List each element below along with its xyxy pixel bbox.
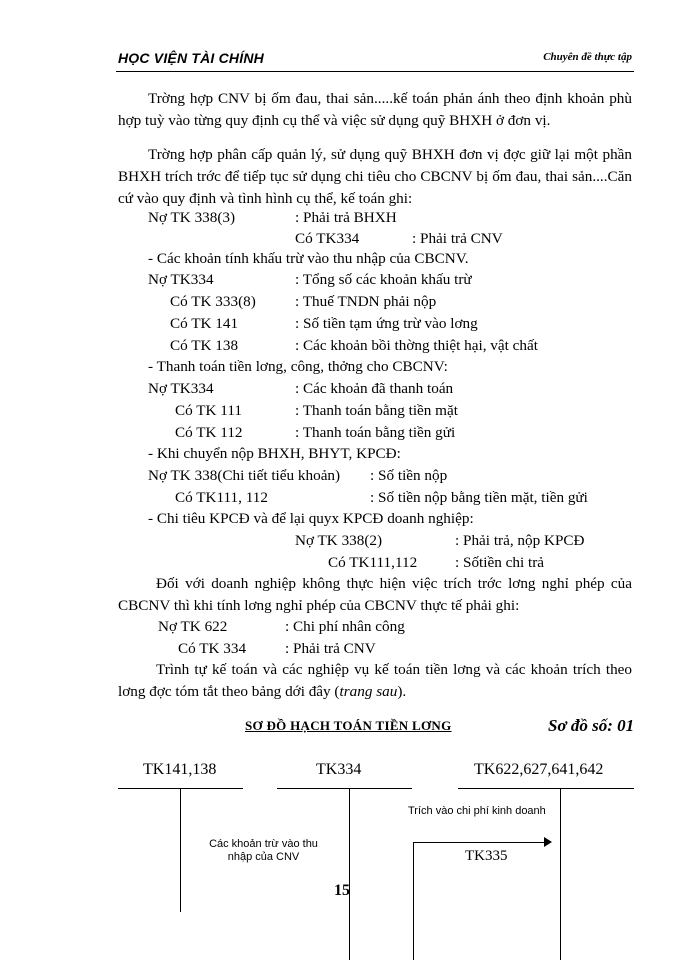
entry5-debit-desc: : Phải trả, nộp KPCĐ (455, 532, 585, 549)
t-account-mid-stem (349, 788, 350, 960)
entry2-credit-desc: : Số tiền tạm ứng trừ vào lơng (295, 315, 478, 332)
entry5-debit-account: Nợ TK 338(2) (295, 532, 383, 549)
entry4-credit-desc: : Số tiền nộp bằng tiền mặt, tiền gửi (370, 489, 588, 506)
header-rule (116, 71, 634, 72)
section-kpcd: - Chi tiêu KPCĐ và để lại quyx KPCĐ doanh nghiệp: (148, 510, 474, 527)
paragraph-4-italic: trang sau (339, 683, 398, 700)
entry2-credit-account: Có TK 141 (170, 315, 239, 332)
tk335-stem (413, 842, 414, 960)
paragraph-1-text: Trờng hợp CNV bị ốm đau, thai sản.....kế toán phản ánh theo định khoản phù hợp tuỳ vào từng quy định cụ thể và việc sử dụng quỹ BHXH ở đơn vị. (118, 90, 632, 129)
entry3-credit-desc: : Thanh toán bằng tiền gửi (295, 424, 456, 441)
entry2-debit-desc: : Tổng số các khoản khấu trừ (295, 271, 472, 288)
paragraph-2 (118, 144, 632, 210)
paragraph-4-text: Trình tự kế toán và các nghiệp vụ kế toán tiền lơng và các khoản trích theo lơng đợc tóm tắt theo bảng dới đây ( (118, 661, 632, 700)
entry2-credit-desc: : Thuế TNDN phải nộp (295, 293, 437, 310)
account-tk335: TK335 (465, 848, 508, 864)
paragraph-2-text: Trờng hợp phân cấp quản lý, sử dụng quỹ BHXH đơn vị đợc giữ lại một phần BHXH trích trớc để tiếp tục sử dụng chi tiêu cho CBCNV bị ốm đau, thai sản....Căn cứ vào quy định và tình hình cụ thể, kế toán ghi: (118, 146, 632, 207)
entry1-credit-account: Có TK334 (295, 230, 360, 247)
entry1-debit-account: Nợ TK 338(3) (148, 209, 236, 226)
page-number: 15 (334, 882, 350, 899)
entry3-debit-account: Nợ TK334 (148, 380, 214, 397)
section-deductions: - Các khoản tính khấu trừ vào thu nhập của CBCNV. (148, 250, 469, 267)
entry4-debit-desc: : Số tiền nộp (370, 467, 448, 484)
header-doc-type: Chuyên đề thực tập (543, 51, 632, 63)
paragraph-4 (118, 659, 632, 703)
entry6-debit-desc: : Chi phí nhân công (285, 618, 405, 635)
entry4-debit-account: Nợ TK 338(Chi tiết tiểu khoản) (148, 467, 341, 484)
entry6-credit-account: Có TK 334 (178, 640, 247, 657)
t-account-mid-top (277, 788, 412, 789)
entry2-credit-account: Có TK 333(8) (170, 293, 256, 310)
account-tk141-138: TK141,138 (143, 761, 217, 778)
paragraph-3-text: Đối với doanh nghiệp không thực hiện việc trích trớc lơng nghỉ phép của CBCNV thì khi tính lơng nghỉ phép của CBCNV thực tế phải ghi: (118, 575, 632, 614)
entry5-credit-account: Có TK111,112 (328, 554, 418, 571)
entry1-credit-desc: : Phải trả CNV (412, 230, 503, 247)
account-tk622-627-641-642: TK622,627,641,642 (474, 761, 604, 778)
diagram-number: Sơ đồ số: 01 (548, 716, 635, 735)
t-account-right-stem (560, 788, 561, 960)
account-tk334: TK334 (316, 761, 362, 778)
arrow-head-icon (544, 837, 552, 847)
entry3-debit-desc: : Các khoản đã thanh toán (295, 380, 454, 397)
t-account-left-stem (180, 788, 181, 912)
entry6-credit-desc: : Phải trả CNV (285, 640, 376, 657)
paragraph-3 (118, 573, 632, 617)
t-account-right-top (458, 788, 634, 789)
diagram-title: SƠ ĐỒ HẠCH TOÁN TIỀN LƠNG (245, 718, 452, 733)
entry6-debit-account: Nợ TK 622 (158, 618, 228, 635)
note-deductions: Các khoản trừ vào thu nhập của CNV (209, 838, 318, 863)
header-institution: HỌC VIỆN TÀI CHÍNH (118, 50, 264, 66)
section-payments: - Thanh toán tiền lơng, công, thởng cho CBCNV: (148, 358, 448, 375)
entry3-credit-desc: : Thanh toán bằng tiền mặt (295, 402, 458, 419)
entry3-credit-account: Có TK 112 (175, 424, 243, 441)
entry3-credit-account: Có TK 111 (175, 402, 242, 419)
section-transfers: - Khi chuyển nộp BHXH, BHYT, KPCĐ: (148, 445, 401, 462)
entry4-credit-account: Có TK111, 112 (175, 489, 268, 506)
entry5-credit-desc: : Sốtiền chi trả (455, 554, 544, 571)
note-charge-expense: Trích vào chi phí kinh doanh (408, 805, 546, 817)
paragraph-1 (118, 88, 632, 132)
entry2-debit-account: Nợ TK334 (148, 271, 214, 288)
paragraph-4-end: ). (397, 683, 407, 700)
entry2-credit-desc: : Các khoản bồi thờng thiệt hại, vật chất (295, 337, 538, 354)
entry2-credit-account: Có TK 138 (170, 337, 239, 354)
arrow-line (413, 842, 547, 843)
entry1-debit-desc: : Phải trả BHXH (295, 209, 397, 226)
